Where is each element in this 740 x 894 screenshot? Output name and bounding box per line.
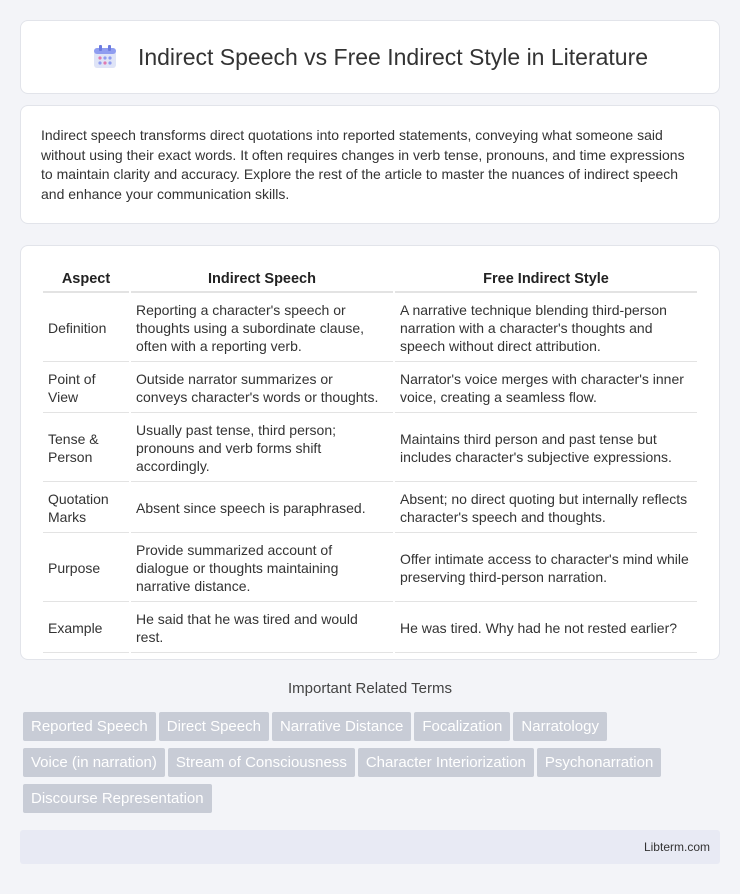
row-indirect: Absent since speech is paraphrased. [131, 484, 393, 533]
page-title: Indirect Speech vs Free Indirect Style in Literature [137, 43, 649, 70]
footer [20, 830, 720, 864]
calendar-icon [92, 44, 118, 70]
header-card [20, 20, 720, 94]
intro-card [20, 105, 720, 224]
related-terms-list [23, 712, 723, 820]
row-free-indirect: Offer intimate access to character's mind while preserving third-person narration. [395, 535, 697, 602]
related-term-tag[interactable]: Focalization [414, 712, 510, 741]
table-row [43, 604, 697, 653]
table-row [43, 415, 697, 482]
header-indirect-speech: Indirect Speech [131, 268, 393, 293]
row-aspect: Example [43, 604, 129, 653]
comparison-table [41, 266, 699, 655]
table-row [43, 484, 697, 533]
table-row [43, 535, 697, 602]
row-indirect: Usually past tense, third person; pronouns and verb forms shift accordingly. [131, 415, 393, 482]
row-aspect: Point of View [43, 364, 129, 413]
related-term-tag[interactable]: Reported Speech [23, 712, 156, 741]
row-free-indirect: Absent; no direct quoting but internally reflects character's speech and thoughts. [395, 484, 697, 533]
related-term-tag[interactable]: Discourse Representation [23, 784, 212, 813]
row-free-indirect: He was tired. Why had he not rested earlier? [395, 604, 697, 653]
related-term-tag[interactable]: Direct Speech [159, 712, 269, 741]
intro-text: Indirect speech transforms direct quotations into reported statements, conveying what someone said without using their exact words. It often requires changes in verb tense, pronouns, and time expressions to maintain clarity and accuracy. Explore the rest of the article to master the nuances of indirect speech and enhance your communication skills. [41, 127, 685, 202]
related-term-tag[interactable]: Psychonarration [537, 748, 661, 777]
related-terms-title: Important Related Terms [288, 680, 452, 697]
row-aspect: Quotation Marks [43, 484, 129, 533]
table-row [43, 364, 697, 413]
related-term-tag[interactable]: Stream of Consciousness [168, 748, 355, 777]
comparison-card [20, 245, 720, 660]
row-free-indirect: Narrator's voice merges with character's inner voice, creating a seamless flow. [395, 364, 697, 413]
footer-site-link[interactable]: Libterm.com [643, 840, 710, 854]
row-aspect: Definition [43, 295, 129, 362]
related-term-tag[interactable]: Narrative Distance [272, 712, 411, 741]
related-term-tag[interactable]: Voice (in narration) [23, 748, 165, 777]
header-aspect: Aspect [43, 268, 129, 293]
row-indirect: Reporting a character's speech or thoughts using a subordinate clause, often with a reporting verb. [131, 295, 393, 362]
row-indirect: Outside narrator summarizes or conveys character's words or thoughts. [131, 364, 393, 413]
header-free-indirect-style: Free Indirect Style [395, 268, 697, 293]
table-row [43, 295, 697, 362]
row-aspect: Tense & Person [43, 415, 129, 482]
related-term-tag[interactable]: Narratology [513, 712, 607, 741]
table-header-row [43, 268, 697, 293]
row-free-indirect: A narrative technique blending third-person narration with a character's thoughts and speech without direct attribution. [395, 295, 697, 362]
related-term-tag[interactable]: Character Interiorization [358, 748, 534, 777]
row-free-indirect: Maintains third person and past tense but includes character's subjective expressions. [395, 415, 697, 482]
row-aspect: Purpose [43, 535, 129, 602]
row-indirect: He said that he was tired and would rest. [131, 604, 393, 653]
row-indirect: Provide summarized account of dialogue or thoughts maintaining narrative distance. [131, 535, 393, 602]
